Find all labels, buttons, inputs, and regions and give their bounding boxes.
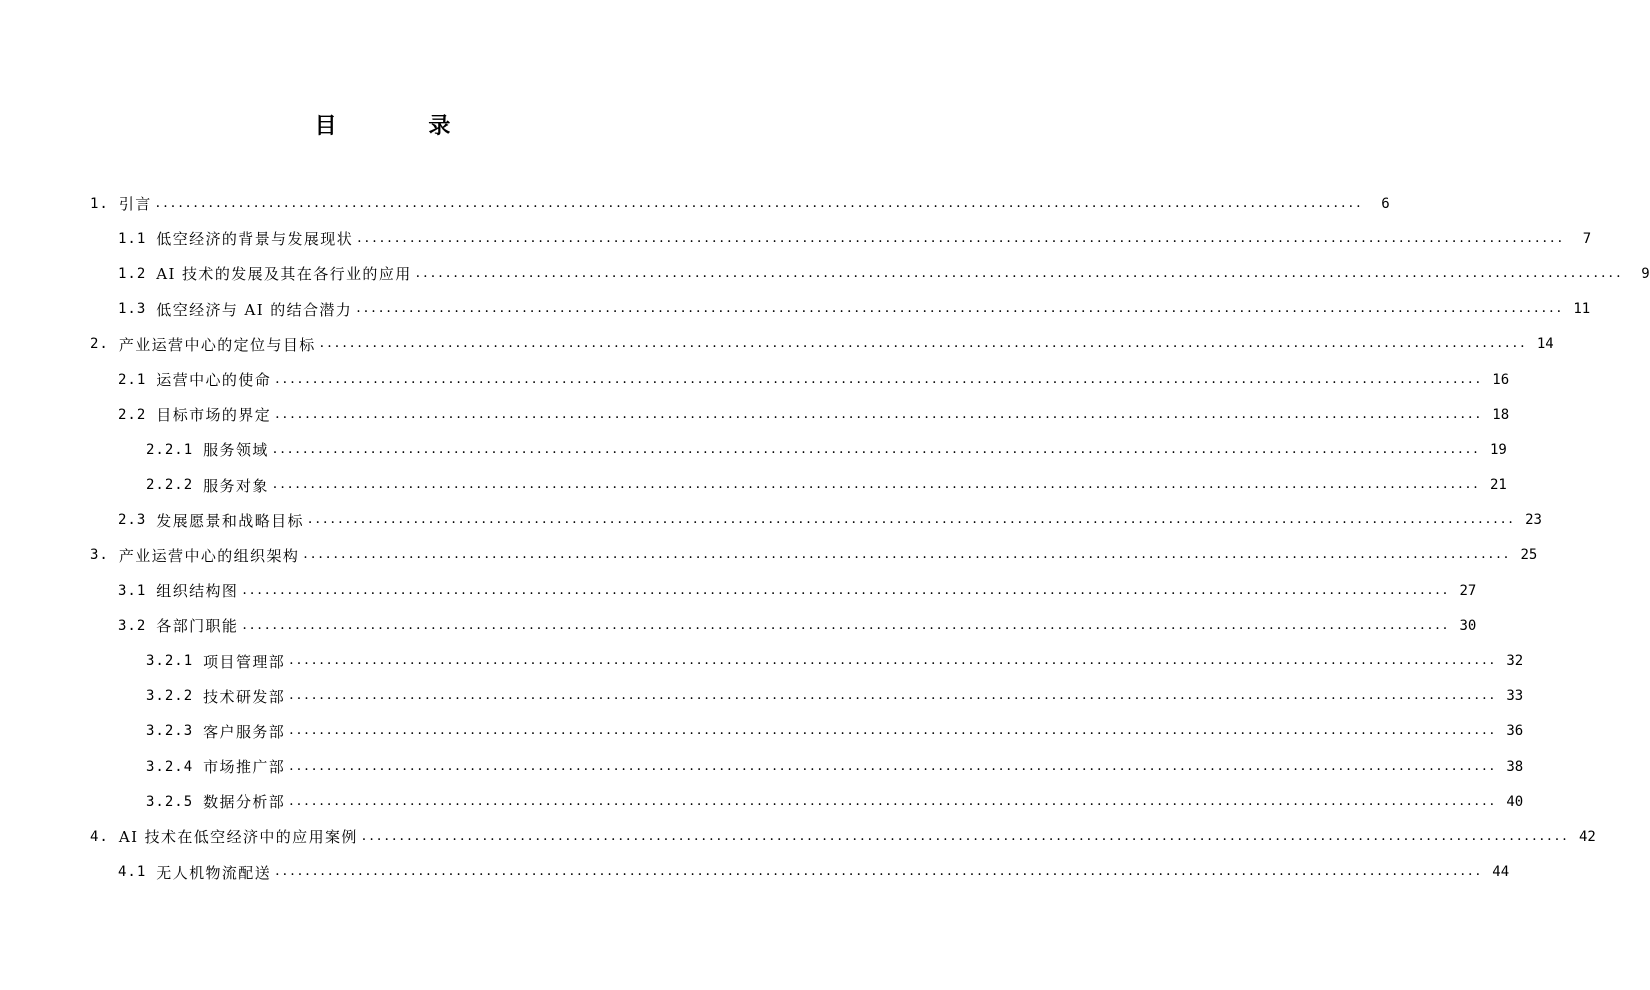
dot-leader: ................................................................................................................................................................ [242,581,1451,598]
toc-entry-page: 25 [1520,547,1538,564]
toc-entry-number: 3.2 [118,617,147,634]
toc-entry-number: 1. [90,195,109,212]
toc-entry-page: 40 [1506,793,1524,810]
toc-entry-title: 服务领域 [203,441,269,460]
toc-entry-number: 3.2.3 [146,723,194,740]
toc-entry-title: 低空经济与 AI 的结合潜力 [156,300,353,319]
dot-leader: ................................................................................................................................................................ [289,687,1498,704]
toc-entry-page: 30 [1459,617,1477,634]
toc-entry-page: 32 [1506,653,1524,670]
toc-entry-title: 无人机物流配送 [156,863,272,882]
toc-entry-number: 4. [90,828,109,845]
toc-entry-number: 3.2.1 [146,653,194,670]
toc-entry-number: 3. [90,547,109,564]
toc-entry[interactable] [0,784,1524,819]
dot-leader: ................................................................................................................................................................ [289,757,1498,774]
toc-entry[interactable] [0,503,1542,538]
toc-entry-title: AI 技术在低空经济中的应用案例 [118,828,358,847]
toc-entry[interactable] [0,432,1507,467]
toc-entry-number: 2.2 [118,406,147,423]
dot-leader: ................................................................................................................................................................ [303,546,1512,563]
toc-entry[interactable] [0,855,1510,890]
toc-entry-title: 技术研发部 [203,687,286,706]
toc-entry-title: 组织结构图 [156,582,239,601]
toc-entry-page: 6 [1381,195,1390,212]
dot-leader: ................................................................................................................................................................ [289,792,1498,809]
toc-entry-title: 低空经济的背景与发展现状 [156,230,354,249]
toc-entry[interactable] [0,608,1477,643]
toc-entry-title: 目标市场的界定 [156,406,272,425]
dot-leader: ................................................................................................................................................................ [275,863,1484,880]
toc-entry-number: 3.2.5 [146,793,194,810]
toc-entry-title: 运营中心的使命 [156,371,272,390]
toc-entry[interactable] [0,714,1524,749]
toc-entry[interactable] [0,221,1592,256]
toc-entry-title: 服务对象 [203,476,269,495]
toc-entry[interactable] [0,256,1650,291]
dot-leader: ................................................................................................................................................................ [415,264,1624,281]
toc-entry[interactable] [0,643,1524,678]
dot-leader: ................................................................................................................................................................ [275,405,1484,422]
toc-entry[interactable] [0,749,1524,784]
toc-entry-number: 2.2.2 [146,477,194,494]
toc-entry-number: 3.1 [118,582,147,599]
toc-entry-page: 9 [1641,265,1650,282]
dot-leader: ................................................................................................................................................................ [155,194,1364,211]
toc-entry-page: 42 [1578,828,1596,845]
toc-entry-page: 36 [1506,723,1524,740]
toc-entry-title: 市场推广部 [203,758,286,777]
toc-entry-number: 1.1 [118,230,147,247]
toc-entry-number: 1.2 [118,265,147,282]
dot-leader: ................................................................................................................................................................ [242,616,1451,633]
toc-entry[interactable] [0,819,1596,854]
toc-entry-page: 38 [1506,758,1524,775]
toc-entry-title: 客户服务部 [203,722,286,741]
dot-leader: ................................................................................................................................................................ [272,476,1481,493]
toc-entry[interactable] [0,186,1390,221]
toc-entry[interactable] [0,397,1510,432]
page-title: 目 录 [314,114,493,139]
toc-entry[interactable] [0,538,1538,573]
toc-entry-title: 数据分析部 [203,793,286,812]
toc-entry-title: 发展愿景和战略目标 [156,511,304,530]
toc-entry-page: 33 [1506,688,1524,705]
toc-entry[interactable] [0,468,1507,503]
toc-entry-title: 产业运营中心的定位与目标 [118,335,316,354]
toc-entry-number: 2.1 [118,371,147,388]
dot-leader: ................................................................................................................................................................ [307,511,1516,528]
toc-entry-page: 23 [1525,512,1542,529]
dot-leader: ................................................................................................................................................................ [275,370,1484,387]
toc-entry-page: 11 [1573,301,1591,318]
toc-entry[interactable] [0,679,1524,714]
toc-entry-title: AI 技术的发展及其在各行业的应用 [156,265,412,284]
toc-entry-page: 7 [1582,230,1592,247]
dot-leader: ................................................................................................................................................................ [272,440,1481,457]
toc-entry-number: 1.3 [118,301,147,318]
toc-entry-page: 16 [1492,371,1510,388]
toc-entry-title: 产业运营中心的组织架构 [118,546,300,565]
dot-leader: ................................................................................................................................................................ [289,722,1498,739]
toc-entry-page: 44 [1492,864,1510,881]
dot-leader: ................................................................................................................................................................ [361,827,1570,844]
toc-entry-page: 21 [1489,477,1507,494]
toc-entry-page: 19 [1489,441,1507,458]
dot-leader: ................................................................................................................................................................ [319,335,1528,352]
toc-entry-number: 2.2.1 [146,441,194,458]
dot-leader: ................................................................................................................................................................ [357,229,1566,246]
toc-entry-number: 2.3 [118,512,147,529]
toc-entry-number: 3.2.4 [146,758,194,775]
toc-entry-page: 18 [1492,406,1510,423]
toc-entry-title: 项目管理部 [203,652,286,671]
table-of-contents [0,186,1650,890]
toc-entry[interactable] [0,327,1554,362]
toc-entry[interactable] [0,292,1591,327]
toc-entry-title: 各部门职能 [156,617,239,636]
dot-leader: ................................................................................................................................................................ [356,300,1565,317]
toc-entry-page: 27 [1459,582,1477,599]
toc-entry[interactable] [0,362,1510,397]
toc-entry-page: 14 [1536,336,1554,353]
toc-entry-number: 3.2.2 [146,688,194,705]
toc-entry-title: 引言 [118,195,152,214]
toc-entry[interactable] [0,573,1477,608]
dot-leader: ................................................................................................................................................................ [289,652,1498,669]
toc-entry-number: 4.1 [118,864,147,881]
toc-entry-number: 2. [90,336,109,353]
